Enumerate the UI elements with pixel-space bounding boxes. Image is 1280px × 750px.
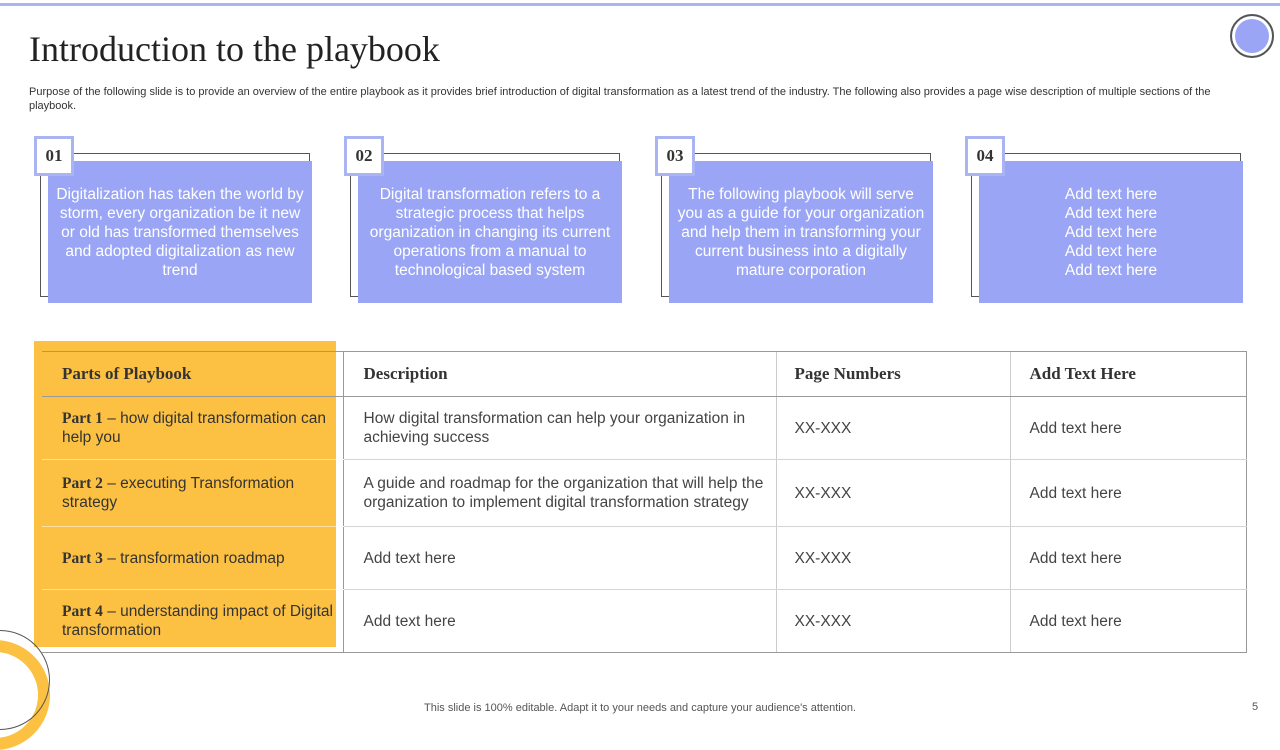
card-number: 03 — [655, 136, 695, 176]
header-page-numbers: Page Numbers — [776, 352, 1010, 397]
card-text: The following playbook will serve you as a guide for your organization and help them in transforming your current business into a digitally mature corporation — [677, 185, 925, 279]
card-line: Add text here — [1064, 223, 1158, 241]
pages-cell: XX-XXX — [776, 590, 1010, 653]
table-row — [42, 460, 1246, 527]
page-number: 5 — [1252, 701, 1259, 713]
footer-note: This slide is 100% editable. Adapt it to your needs and capture your audience's attention. — [424, 702, 856, 714]
card-text: Digitalization has taken the world by storm, every organization be it new or old has transformed themselves and adopted digitalization as new trend — [56, 185, 304, 279]
card-body — [669, 161, 933, 303]
extra-cell: Add text here — [1010, 527, 1246, 590]
slide-title: Introduction to the playbook — [29, 29, 440, 69]
card-body — [979, 161, 1243, 303]
card-04 — [965, 136, 1245, 306]
card-text: Digital transformation refers to a strategic process that helps organization in changing its current operations from a manual to technological based system — [369, 185, 611, 279]
pages-cell: XX-XXX — [776, 460, 1010, 527]
part-label: Part 3 — [62, 549, 103, 567]
extra-cell: Add text here — [1010, 590, 1246, 653]
part-cell — [42, 527, 343, 590]
card-body — [48, 161, 312, 303]
part-cell — [42, 460, 343, 527]
pages-cell: XX-XXX — [776, 527, 1010, 590]
header-add-text: Add Text Here — [1010, 352, 1246, 397]
card-01 — [34, 136, 314, 306]
header-parts: Parts of Playbook — [42, 352, 343, 397]
part-text: – how digital transformation can help you — [62, 410, 327, 446]
card-body — [358, 161, 622, 303]
table-row — [42, 397, 1246, 460]
part-label: Part 2 — [62, 475, 103, 492]
card-number: 01 — [34, 136, 74, 176]
pages-cell: XX-XXX — [776, 397, 1010, 460]
card-number: 02 — [344, 136, 384, 176]
card-number: 04 — [965, 136, 1005, 176]
decorative-circle — [1230, 14, 1274, 58]
extra-cell: Add text here — [1010, 460, 1246, 527]
part-text: – executing Transformation strategy — [62, 475, 295, 511]
card-03 — [655, 136, 935, 306]
part-label: Part 1 — [62, 410, 103, 427]
table-row — [42, 527, 1246, 590]
part-cell — [42, 397, 343, 460]
table-header-row — [42, 352, 1246, 397]
description-cell: How digital transformation can help your organization in achieving success — [343, 397, 776, 460]
playbook-table — [42, 351, 1247, 653]
card-02 — [344, 136, 624, 306]
extra-cell: Add text here — [1010, 397, 1246, 460]
card-line: Add text here — [1064, 185, 1158, 203]
table-row — [42, 590, 1246, 653]
part-cell — [42, 590, 343, 653]
description-cell: Add text here — [343, 590, 776, 653]
card-line: Add text here — [1064, 242, 1158, 260]
card-line: Add text here — [1064, 261, 1158, 279]
slide-subtitle: Purpose of the following slide is to provide an overview of the entire playbook as it provides brief introduction of digital transformation as a latest trend of the industry. The following also provides a page wise description of multiple sections of the playbook. — [29, 86, 1211, 112]
top-accent-line — [0, 3, 1280, 6]
description-cell: Add text here — [343, 527, 776, 590]
part-label: Part 4 — [62, 603, 103, 620]
part-text: – transformation roadmap — [102, 549, 285, 567]
description-cell: A guide and roadmap for the organization that will help the organization to implement digital transformation strategy — [343, 460, 776, 527]
card-line: Add text here — [1064, 204, 1158, 222]
part-text: – understanding impact of Digital transformation — [62, 603, 333, 639]
header-description: Description — [343, 352, 776, 397]
